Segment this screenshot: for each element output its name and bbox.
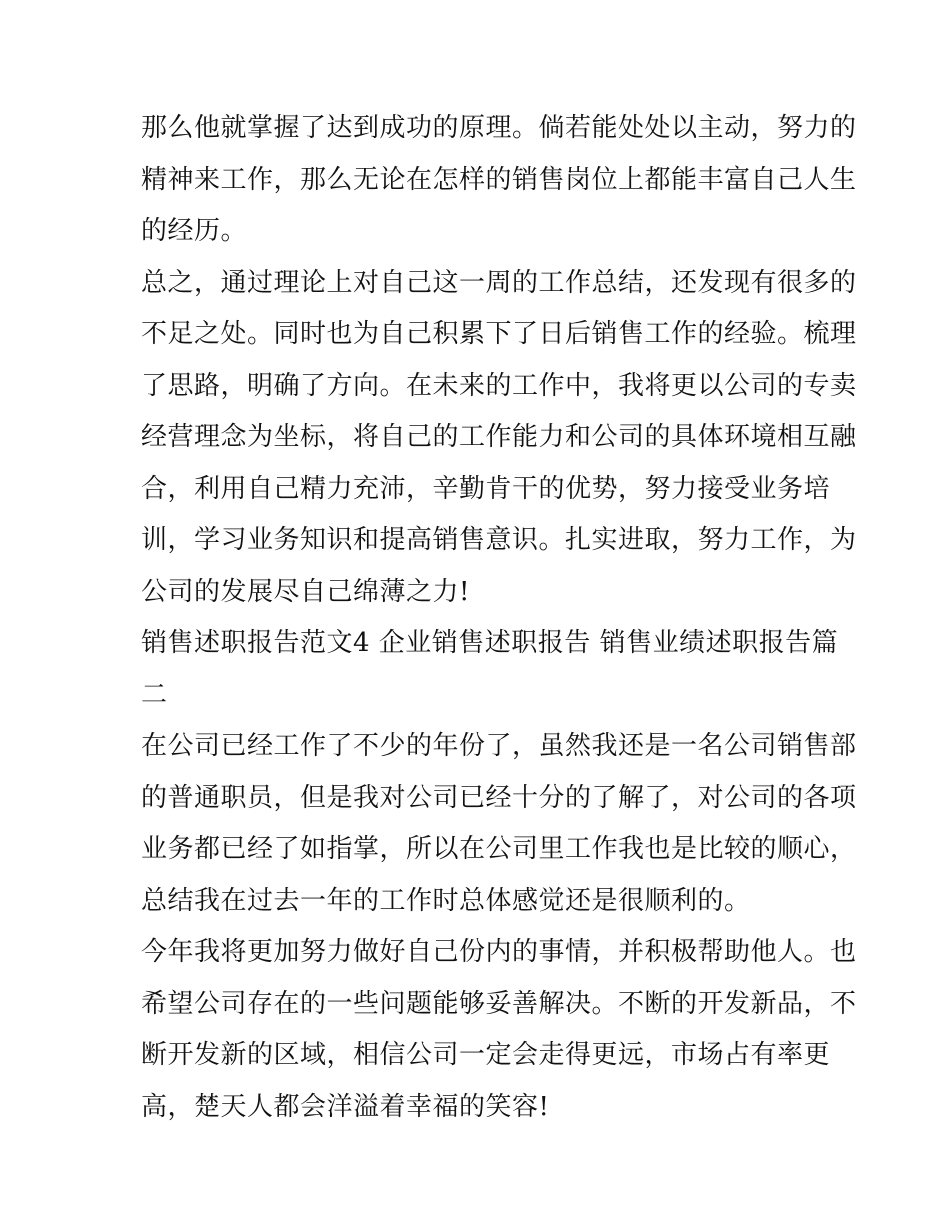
section-heading: 销售述职报告范文4 企业销售述职报告 销售业绩述职报告篇 (141, 628, 839, 658)
text-line: 断开发新的区域，相信公司一定会走得更远，市场占有率更 (141, 1040, 831, 1070)
text-line: 业务都已经了如指掌，所以在公司里工作我也是比较的顺心， (141, 834, 857, 864)
text-line: 的普通职员，但是我对公司已经十分的了解了，对公司的各项 (141, 783, 857, 813)
text-line: 精神来工作，那么无论在怎样的销售岗位上都能丰富自己人生 (141, 165, 857, 195)
text-line: 的经历。 (141, 216, 248, 246)
text-line: 了思路，明确了方向。在未来的工作中，我将更以公司的专卖 (141, 371, 857, 401)
text-line: 那么他就掌握了达到成功的原理。倘若能处处以主动，努力的 (141, 113, 857, 143)
text-line: 合，利用自己精力充沛，辛勤肯干的优势，努力接受业务培 (141, 474, 831, 504)
text-line: 在公司已经工作了不少的年份了，虽然我还是一名公司销售部 (141, 731, 857, 761)
text-line: 总结我在过去一年的工作时总体感觉还是很顺利的。 (141, 886, 751, 916)
text-line: 高，楚天人都会洋溢着幸福的笑容! (141, 1092, 550, 1122)
text-line: 希望公司存在的一些问题能够妥善解决。不断的开发新品，不 (141, 989, 857, 1019)
section-heading-continued: 二 (141, 680, 168, 710)
text-line: 训，学习业务知识和提高销售意识。扎实进取，努力工作，为 (141, 525, 857, 555)
text-line: 经营理念为坐标，将自己的工作能力和公司的具体环境相互融 (141, 422, 857, 452)
text-line: 公司的发展尽自己绵薄之力! (141, 577, 470, 607)
text-line: 不足之处。同时也为自己积累下了日后销售工作的经验。梳理 (141, 319, 857, 349)
text-line: 今年我将更加努力做好自己份内的事情，并积极帮助他人。也 (141, 937, 857, 967)
text-line: 总之，通过理论上对自己这一周的工作总结，还发现有很多的 (141, 268, 857, 298)
